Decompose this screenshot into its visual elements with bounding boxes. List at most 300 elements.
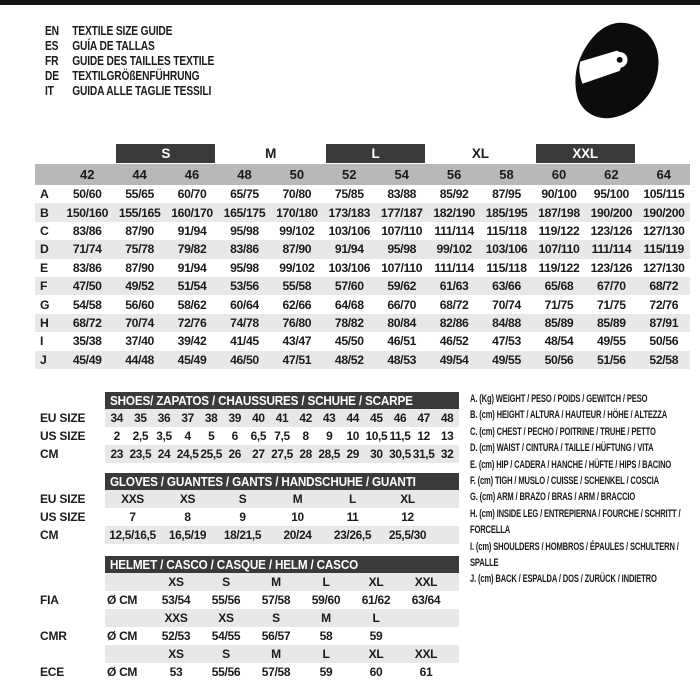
size-value: 70/74 xyxy=(125,315,154,330)
shoes-cm-size: 30 xyxy=(370,447,383,461)
gloves-us-size: 10 xyxy=(291,510,304,524)
size-value: 47/53 xyxy=(492,334,521,349)
spacer xyxy=(35,463,459,473)
size-value: 95/98 xyxy=(230,223,259,238)
size-value: 83/86 xyxy=(72,260,102,275)
gloves-title-bar xyxy=(105,473,459,490)
size-value: 39/42 xyxy=(177,334,207,349)
shoes-eu-size: 34 xyxy=(110,411,124,425)
size-value: 103/106 xyxy=(328,223,371,238)
size-value: 83/86 xyxy=(230,242,259,257)
helmet-title-bar xyxy=(105,556,459,573)
size-value: 53/56 xyxy=(230,279,259,294)
size-value: 85/89 xyxy=(544,315,574,330)
size-value: 173/183 xyxy=(328,205,371,220)
ece-values xyxy=(105,663,459,681)
size-value: 65/75 xyxy=(230,187,259,202)
legend-item: D. (cm) WAIST / CINTURA / TAILLE / HÜFTUNG / VITA xyxy=(470,442,654,455)
helmet-size-label: M xyxy=(271,647,281,661)
size-value: 95/98 xyxy=(387,242,417,257)
cmr-values xyxy=(105,627,459,645)
shoes-eu-size: 36 xyxy=(157,411,171,425)
shoes-cm-size: 29 xyxy=(346,447,360,461)
size-row-A xyxy=(35,185,690,203)
shoes-us-size: 7,5 xyxy=(274,429,290,443)
letter-size-group: M xyxy=(265,146,277,161)
letter-size-group: XL xyxy=(471,146,489,161)
helmet-size-value: 61/62 xyxy=(361,593,391,607)
numeric-size: 52 xyxy=(342,167,357,182)
legend-item: J. (cm) BACK / ESPALDA / DOS / ZURÜCK / INDIETRO xyxy=(470,573,657,586)
size-value: 187/198 xyxy=(538,205,580,220)
diameter-label: Ø CM xyxy=(107,593,138,607)
size-row-B xyxy=(35,203,690,221)
size-value: 50/56 xyxy=(544,352,574,367)
size-value: 59/62 xyxy=(387,279,417,294)
shoes-us-size: 11,5 xyxy=(389,429,411,443)
shoes-eu-size: 39 xyxy=(228,411,242,425)
size-value: 127/130 xyxy=(642,223,685,238)
size-value: 91/94 xyxy=(177,223,207,238)
size-value: 71/75 xyxy=(544,297,574,312)
shoes-cm-size: 23,5 xyxy=(129,447,152,461)
size-value: 45/49 xyxy=(72,352,102,367)
lang-title: GUIDE DES TAILLES TEXTILE xyxy=(72,53,215,68)
row-letter: C xyxy=(40,223,49,238)
size-value: 80/84 xyxy=(387,315,417,330)
size-value: 160/170 xyxy=(171,205,213,220)
numeric-size: 62 xyxy=(604,167,619,182)
size-value: 49/52 xyxy=(125,279,154,294)
shoes-us-size: 12 xyxy=(417,429,430,443)
gloves-cm-row xyxy=(35,526,459,544)
shoes-eu-size: 44 xyxy=(346,411,360,425)
shoes-us-size: 3,5 xyxy=(156,429,172,443)
gloves-eu-row xyxy=(35,490,459,508)
size-value: 99/102 xyxy=(279,223,315,238)
helmet-size-value: 59 xyxy=(369,629,383,643)
size-value: 185/195 xyxy=(485,205,528,220)
size-value: 95/100 xyxy=(593,187,629,202)
shoes-us-size: 5 xyxy=(208,429,215,443)
size-value: 45/50 xyxy=(334,334,364,349)
size-value: 72/76 xyxy=(177,315,207,330)
size-value: 170/180 xyxy=(276,205,318,220)
size-value: 84/88 xyxy=(492,315,521,330)
size-value: 51/56 xyxy=(596,352,626,367)
size-value: 46/52 xyxy=(439,334,469,349)
shoes-section xyxy=(35,392,459,463)
size-value: 119/122 xyxy=(538,223,580,238)
size-value: 76/80 xyxy=(282,315,312,330)
size-value: 91/94 xyxy=(177,260,207,275)
size-value: 62/66 xyxy=(282,297,312,312)
lang-code: DE xyxy=(45,68,59,83)
shoes-eu-row xyxy=(35,409,459,427)
shoes-eu-size: 48 xyxy=(440,411,454,425)
size-value: 54/58 xyxy=(72,297,102,312)
gloves-cm-size: 20/24 xyxy=(283,528,312,542)
size-value: 91/94 xyxy=(334,242,364,257)
helmet-size-value: 53/54 xyxy=(161,593,191,607)
helmet-size-label: L xyxy=(372,611,380,625)
fia-sizes-row xyxy=(35,573,459,591)
size-value: 87/91 xyxy=(649,315,679,330)
gloves-cm-size: 12,5/16,5 xyxy=(109,528,156,542)
size-value: 68/72 xyxy=(72,315,102,330)
shoes-cm-size: 31,5 xyxy=(412,447,435,461)
size-row-C xyxy=(35,222,690,240)
shoes-eu-size: 46 xyxy=(393,411,407,425)
size-value: 55/65 xyxy=(125,187,154,202)
shoes-us-size: 10,5 xyxy=(365,429,388,443)
shoes-cm-size: 23 xyxy=(110,447,124,461)
shoes-us-size: 6 xyxy=(231,429,238,443)
helmet-size-label: XL xyxy=(368,575,384,589)
size-row-E xyxy=(35,259,690,277)
ece-label: ECE xyxy=(40,665,65,679)
ece-values-row xyxy=(35,663,459,681)
shoes-eu-label: EU SIZE xyxy=(40,411,86,425)
size-value: 70/74 xyxy=(492,297,521,312)
row-letter: H xyxy=(40,315,49,330)
size-value: 75/85 xyxy=(334,187,364,202)
size-rows xyxy=(35,185,690,369)
gloves-cm-size: 16,5/19 xyxy=(168,528,207,542)
size-value: 111/114 xyxy=(591,242,632,257)
shoes-cm-values xyxy=(105,445,459,463)
numeric-size: 46 xyxy=(184,167,200,182)
gloves-us-row xyxy=(35,508,459,526)
shoes-us-values xyxy=(105,427,459,445)
size-value: 105/115 xyxy=(643,187,685,202)
shoes-us-size: 2 xyxy=(113,429,120,443)
size-value: 48/52 xyxy=(334,352,364,367)
size-value: 83/88 xyxy=(387,187,417,202)
lang-row-fr xyxy=(45,53,214,68)
row-letter: B xyxy=(40,205,49,220)
lang-title: GUIDA ALLE TAGLIE TESSILI xyxy=(72,83,212,98)
size-value: 58/62 xyxy=(177,297,207,312)
letter-size-group: S xyxy=(116,144,215,163)
row-letter: A xyxy=(40,187,49,202)
diameter-label: Ø CM xyxy=(107,665,138,679)
size-value: 177/187 xyxy=(380,205,423,220)
gloves-us-values xyxy=(105,508,459,526)
size-value: 60/70 xyxy=(177,187,207,202)
helmet-size-value: 58 xyxy=(319,629,333,643)
size-value: 107/110 xyxy=(538,242,580,257)
numeric-size: 56 xyxy=(446,167,462,182)
size-value: 68/72 xyxy=(649,279,679,294)
fia-values xyxy=(105,591,459,609)
cmr-size-labels xyxy=(105,609,459,627)
numeric-size: 44 xyxy=(132,167,147,182)
shoes-us-size: 8 xyxy=(302,429,309,443)
legend-item: F. (cm) TIGH / MUSLO / CUISSE / SCHENKEL / COSCIA xyxy=(470,475,659,488)
lang-code: EN xyxy=(45,23,59,38)
size-value: 99/102 xyxy=(279,260,315,275)
size-value: 99/102 xyxy=(436,242,472,257)
size-value: 165/175 xyxy=(223,205,266,220)
size-value: 90/100 xyxy=(541,187,577,202)
gloves-us-size: 11 xyxy=(346,510,359,524)
size-value: 72/76 xyxy=(649,297,679,312)
size-value: 60/64 xyxy=(230,297,259,312)
lang-code: IT xyxy=(45,83,54,98)
size-value: 150/160 xyxy=(66,205,108,220)
legend-item: C. (cm) CHEST / PECHO / POITRINE / TRUHE / PETTO xyxy=(470,425,656,438)
size-value: 46/50 xyxy=(230,352,259,367)
gloves-us-size: 9 xyxy=(239,510,246,524)
size-value: 103/106 xyxy=(485,242,528,257)
helmet-size-value: 59/60 xyxy=(311,593,341,607)
lang-code: FR xyxy=(45,53,59,68)
numeric-size: 42 xyxy=(79,167,95,182)
shoes-header-row xyxy=(35,392,459,409)
shoes-eu-size: 35 xyxy=(134,411,147,425)
size-value: 61/63 xyxy=(439,279,469,294)
size-value: 43/47 xyxy=(282,334,312,349)
helmet-size-value: 53 xyxy=(169,665,183,679)
gloves-cm-size: 25,5/30 xyxy=(388,528,427,542)
lower-tables xyxy=(35,392,459,681)
size-value: 85/92 xyxy=(439,187,469,202)
shoes-us-size: 13 xyxy=(440,429,454,443)
size-value: 51/54 xyxy=(177,279,207,294)
helmet-size-label: M xyxy=(321,611,331,625)
lang-code: ES xyxy=(45,38,59,53)
size-value: 44/48 xyxy=(125,352,154,367)
gloves-eu-size: XXS xyxy=(121,492,144,506)
size-value: 123/126 xyxy=(590,223,633,238)
helmet-size-value: 55/56 xyxy=(211,593,241,607)
language-title-list xyxy=(45,23,214,98)
size-value: 119/122 xyxy=(538,260,580,275)
size-value: 111/114 xyxy=(434,260,474,275)
numeric-size: 58 xyxy=(499,167,514,182)
shoes-cm-size: 25,5 xyxy=(200,447,223,461)
ece-size-labels xyxy=(105,645,459,663)
size-value: 95/98 xyxy=(230,260,259,275)
fia-values-row xyxy=(35,591,459,609)
gloves-section xyxy=(35,473,459,544)
size-value: 83/86 xyxy=(72,223,102,238)
size-value: 190/200 xyxy=(590,205,633,220)
size-value: 75/78 xyxy=(125,242,154,257)
shoes-title-bar xyxy=(105,392,459,409)
shoes-eu-size: 43 xyxy=(322,411,336,425)
size-value: 49/55 xyxy=(596,334,626,349)
spacer xyxy=(35,544,459,556)
shoes-title: SHOES/ ZAPATOS / CHAUSSURES / SCHUHE / SCARPE xyxy=(110,393,413,408)
shoes-eu-size: 38 xyxy=(204,411,218,425)
size-value: 78/82 xyxy=(334,315,364,330)
row-letter: G xyxy=(40,297,50,312)
numeric-size: 60 xyxy=(551,167,567,182)
size-value: 37/40 xyxy=(125,334,154,349)
size-value: 48/53 xyxy=(387,352,417,367)
helmet-size-label: XXL xyxy=(414,575,438,589)
size-value: 56/60 xyxy=(125,297,154,312)
lang-title: GUÍA DE TALLAS xyxy=(72,38,155,53)
size-value: 66/70 xyxy=(387,297,417,312)
letter-size-header xyxy=(35,143,690,164)
helmet-size-value: 59 xyxy=(319,665,333,679)
size-value: 47/51 xyxy=(282,352,312,367)
shoes-us-row xyxy=(35,427,459,445)
diameter-label: Ø CM xyxy=(107,629,138,643)
size-value: 85/89 xyxy=(596,315,626,330)
size-value: 74/78 xyxy=(230,315,259,330)
lang-row-de xyxy=(45,68,214,83)
legend-item: H. (cm) INSIDE LEG / ENTREPIERNA / FOURCHE / SCHRITT / FORCELLA xyxy=(470,507,681,537)
size-value: 35/38 xyxy=(72,334,102,349)
size-value: 182/190 xyxy=(433,205,475,220)
helmet-size-value: 56/57 xyxy=(261,629,291,643)
numeric-size: 48 xyxy=(237,167,252,182)
size-value: 79/82 xyxy=(177,242,207,257)
gloves-us-size: 7 xyxy=(129,510,136,524)
size-value: 41/45 xyxy=(230,334,259,349)
ece-sizes-row xyxy=(35,645,459,663)
helmet-size-value: 61 xyxy=(419,665,433,679)
size-value: 82/86 xyxy=(439,315,469,330)
shoes-cm-size: 24,5 xyxy=(176,447,199,461)
helmet-section xyxy=(35,556,459,681)
size-value: 55/58 xyxy=(282,279,312,294)
size-value: 70/80 xyxy=(282,187,312,202)
helmet-size-label: XXS xyxy=(164,611,188,625)
size-row-F xyxy=(35,277,690,295)
size-value: 123/126 xyxy=(590,260,633,275)
shoes-eu-values xyxy=(105,409,459,427)
lang-row-it xyxy=(45,83,214,98)
size-value: 71/74 xyxy=(72,242,102,257)
legend-item: I. (cm) SHOULDERS / HOMBROS / ÉPAULES / SCHULTERN / SPALLE xyxy=(470,540,679,570)
size-value: 127/130 xyxy=(642,260,685,275)
helmet-size-value: 57/58 xyxy=(261,593,291,607)
size-value: 52/58 xyxy=(649,352,679,367)
gloves-eu-size: L xyxy=(349,492,356,506)
top-border-strip xyxy=(0,0,700,5)
lang-row-en xyxy=(45,23,214,38)
size-row-I xyxy=(35,332,690,350)
letter-size-group: L xyxy=(326,144,425,163)
shoes-eu-size: 41 xyxy=(275,411,289,425)
measurement-legend xyxy=(470,391,700,588)
shoes-us-size: 9 xyxy=(326,429,333,443)
helmet-size-value: 63/64 xyxy=(411,593,441,607)
shoes-eu-size: 45 xyxy=(370,411,383,425)
helmet-icon xyxy=(570,18,662,120)
gloves-eu-size: S xyxy=(238,492,247,506)
letter-size-group: XXL xyxy=(536,144,635,163)
shoes-cm-size: 28,5 xyxy=(318,447,341,461)
shoes-cm-size: 28 xyxy=(299,447,312,461)
size-value: 87/90 xyxy=(125,223,154,238)
helmet-size-label: L xyxy=(322,647,330,661)
size-value: 190/200 xyxy=(642,205,685,220)
shoes-cm-row xyxy=(35,445,459,463)
row-letter: D xyxy=(40,242,49,257)
legend-item: E. (cm) HIP / CADERA / HANCHE / HÜFTE / HIPS / BACINO xyxy=(470,458,672,471)
lang-row-es xyxy=(45,38,214,53)
row-letter: J xyxy=(40,352,47,367)
size-value: 47/50 xyxy=(72,279,102,294)
helmet-header-row xyxy=(35,556,459,573)
legend-item: G. (cm) ARM / BRAZO / BRAS / ARM / BRACCIO xyxy=(470,491,636,504)
size-row-G xyxy=(35,295,690,313)
helmet-size-label: L xyxy=(322,575,330,589)
row-letter: I xyxy=(40,334,44,349)
shoes-us-size: 10 xyxy=(346,429,360,443)
gloves-us-label: US SIZE xyxy=(40,510,86,524)
helmet-size-value: 52/53 xyxy=(161,629,191,643)
shoes-cm-size: 27 xyxy=(252,447,265,461)
helmet-size-label: XS xyxy=(168,647,184,661)
size-row-D xyxy=(35,240,690,258)
main-size-table xyxy=(35,143,690,369)
shoes-cm-size: 24 xyxy=(157,447,171,461)
shoes-us-label: US SIZE xyxy=(40,429,86,443)
shoes-us-size: 6,5 xyxy=(250,429,267,443)
numeric-size-header xyxy=(35,164,690,185)
size-value: 50/60 xyxy=(72,187,102,202)
lang-title: TEXTILGRÖßENFÜHRUNG xyxy=(72,68,200,83)
fia-label: FIA xyxy=(40,593,59,607)
size-value: 115/119 xyxy=(643,242,684,257)
gloves-header-row xyxy=(35,473,459,490)
gloves-eu-size: M xyxy=(292,492,303,506)
shoes-us-size: 2,5 xyxy=(132,429,149,443)
helmet-size-label: XL xyxy=(368,647,384,661)
size-value: 65/68 xyxy=(544,279,574,294)
size-value: 63/66 xyxy=(492,279,521,294)
gloves-title: GLOVES / GUANTES / GANTS / HANDSCHUHE / GUANTI xyxy=(110,474,416,489)
helmet-size-label: M xyxy=(271,575,281,589)
helmet-title: HELMET / CASCO / CASQUE / HELM / CASCO xyxy=(110,557,359,572)
gloves-us-size: 12 xyxy=(401,510,414,524)
size-value: 45/49 xyxy=(177,352,207,367)
size-row-J xyxy=(35,351,690,369)
gloves-us-size: 8 xyxy=(184,510,191,524)
gloves-cm-size: 18/21,5 xyxy=(223,528,262,542)
row-letter: F xyxy=(40,279,48,294)
shoes-eu-size: 37 xyxy=(181,411,194,425)
size-value: 87/95 xyxy=(492,187,521,202)
size-value: 111/114 xyxy=(434,223,474,238)
lang-title: TEXTILE SIZE GUIDE xyxy=(72,23,173,38)
size-value: 64/68 xyxy=(334,297,364,312)
shoes-cm-size: 26 xyxy=(228,447,242,461)
gloves-eu-values xyxy=(105,490,459,508)
size-value: 71/75 xyxy=(596,297,626,312)
cmr-values-row xyxy=(35,627,459,645)
shoes-cm-size: 32 xyxy=(440,447,454,461)
size-value: 49/55 xyxy=(492,352,521,367)
cmr-label: CMR xyxy=(40,629,67,643)
size-value: 115/118 xyxy=(486,223,527,238)
size-value: 107/110 xyxy=(381,223,423,238)
helmet-size-value: 55/56 xyxy=(211,665,241,679)
helmet-size-label: S xyxy=(272,611,280,625)
helmet-size-label: XXL xyxy=(414,647,438,661)
legend-item: A. (Kg) WEIGHT / PESO / POIDS / GEWITCH / PESO xyxy=(470,393,648,405)
numeric-size: 54 xyxy=(394,167,409,182)
row-letter: E xyxy=(40,260,48,275)
cmr-sizes-row xyxy=(35,609,459,627)
